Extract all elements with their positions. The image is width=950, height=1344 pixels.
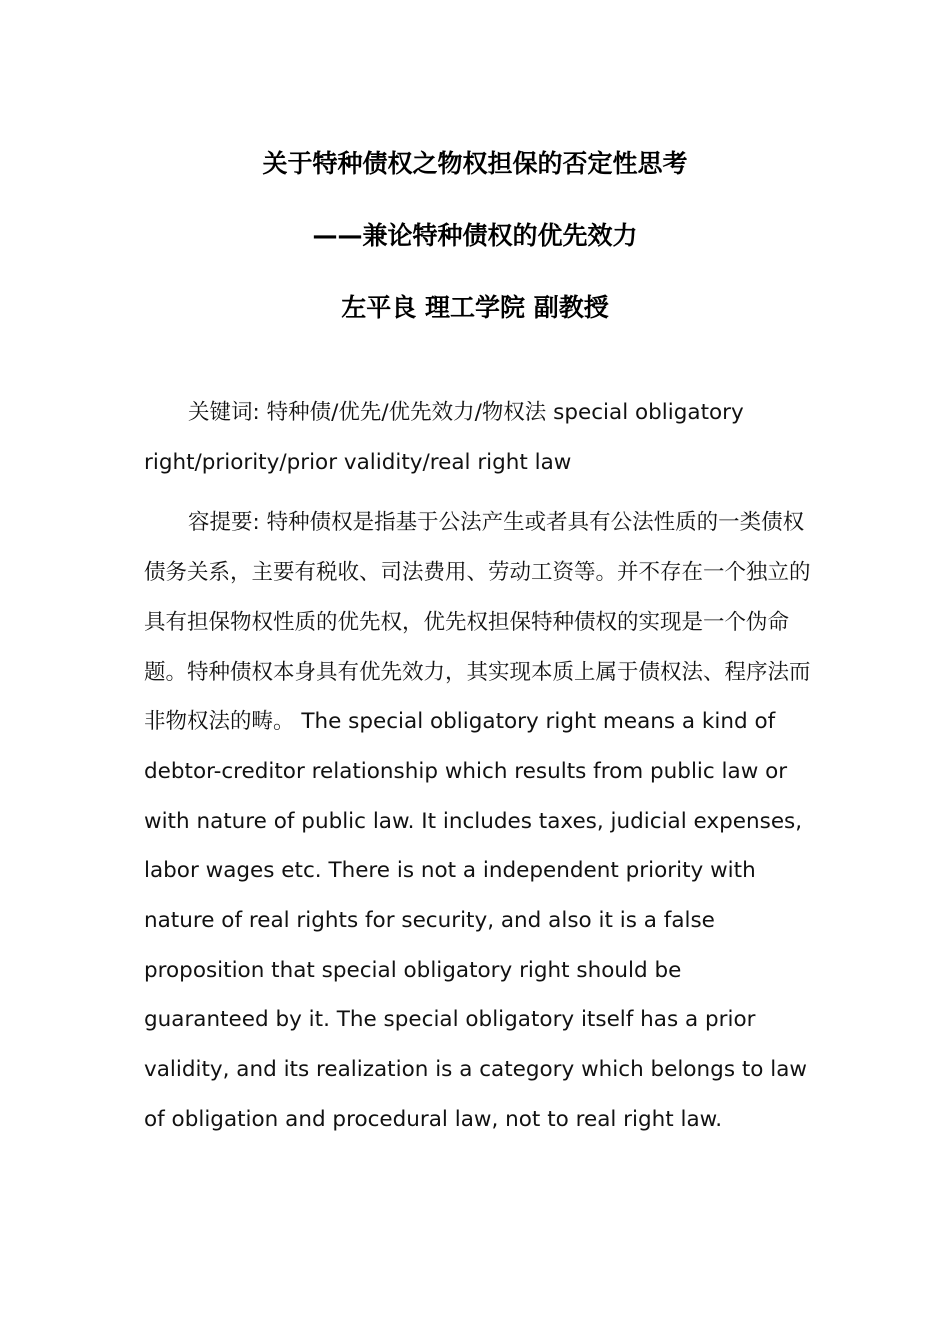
document-subtitle: ——兼论特种债权的优先效力 <box>312 221 638 250</box>
keywords-paragraph: 关键词: 特种债/优先/优先效力/物权法 special obligatory right/priority/prior validity/real right law <box>144 400 744 475</box>
title-block <box>0 128 950 344</box>
document-title: 关于特种债权之物权担保的否定性思考 <box>262 149 688 178</box>
document-body <box>144 388 812 1145</box>
abstract-paragraph: 容提要: 特种债权是指基于公法产生或者具有公法性质的一类债权债务关系，主要有税收、司法费用、劳动工资等。并不存在一个独立的具有担保物权性质的优先权，优先权担保特种债权的实现是一个伪命题。特种债权本身具有优先效力，其实现本质上属于债权法、程序法而非物权法的畴。 The special obligatory right means a kind of debtor-creditor relationship which results from public law or with nature of public law. It includes taxes, judicial expenses, labor wages etc. There is not a independent priority with nature of real rights for security, and also it is a false proposition that special obligatory right should be guaranteed by it. The special obligatory itself has a prior validity, and its realization is a category which belongs to law of obligation and procedural law, not to real right law. <box>144 510 811 1132</box>
author-line: 左平良 理工学院 副教授 <box>341 293 609 322</box>
